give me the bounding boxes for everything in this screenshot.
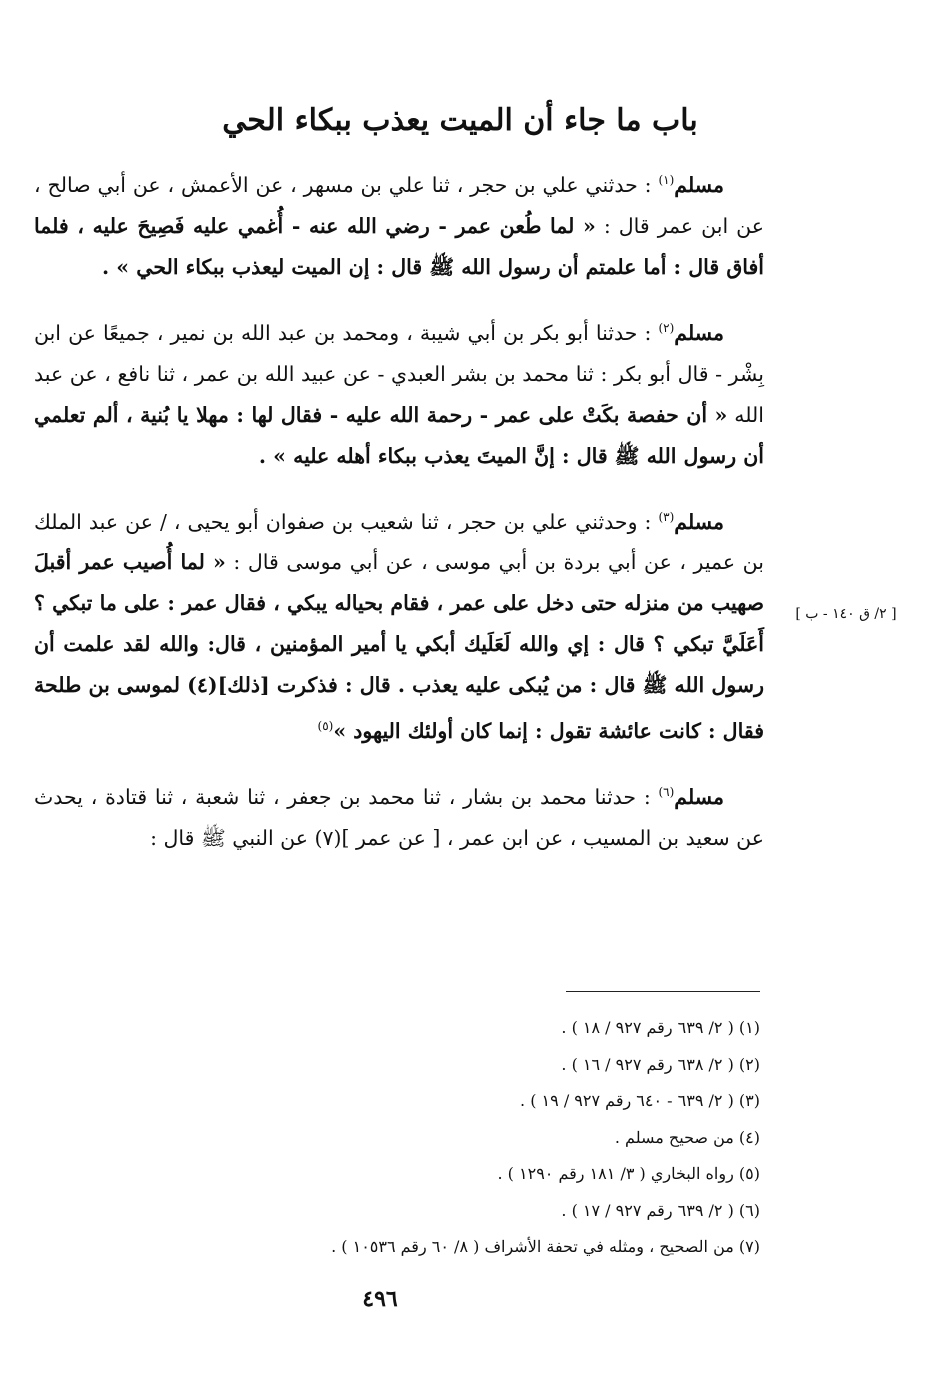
isnad-text: : وحدثني علي بن حجر ، ثنا شعيب بن صفوان أبو يحيى ، / عن عبد الملك بن عمير ، عن أبي بردة بن أبي موسى ، عن أبي موسى قال : xyxy=(34,509,764,575)
source-label: مسلم xyxy=(674,320,724,345)
chapter-title: باب ما جاء أن الميت يعذب ببكاء الحي xyxy=(222,103,698,138)
footnote-ref: (١) xyxy=(658,173,675,187)
matn-quote: « أن حفصة بكَتْ على عمر - رحمة الله عليه - فقال لها : مهلا يا بُنية ، ألم تعلمي أن رسول الله ﷺ قال : إنَّ الميتَ يعذب ببكاء أهله عليه » . xyxy=(34,402,764,468)
isnad-text: : حدثنا أبو بكر بن أبي شيبة ، ومحمد بن عبد الله بن نمير ، جميعًا عن ابن بِشْر - قال أبو بكر : ثنا محمد بن بشر العبدي - عن عبيد الله بن عمر ، ثنا نافع ، عن عبد الله xyxy=(34,320,764,427)
footnote-ref: (٦) xyxy=(658,785,675,800)
page-number: ٤٩٦ xyxy=(362,1286,398,1312)
hadith-paragraph-1 xyxy=(34,160,764,288)
footnote-item: (٤) من صحيح مسلم . xyxy=(614,1127,760,1147)
hadith-paragraph-4 xyxy=(34,772,764,859)
footnote-item: (٦) ( ٢/ ٦٣٩ رقم ٩٢٧ / ١٧ ) . xyxy=(561,1200,760,1220)
matn-quote-tail: (٤) لموسى بن طلحة فقال : كانت عائشة تقول : إنما كان أولئك اليهود » xyxy=(34,673,764,744)
footnote-item: (٧) من الصحيح ، ومثله في تحفة الأشراف ( ٨/ ٦٠ رقم ١٠٥٣٦ ) . xyxy=(331,1237,760,1256)
footnote-item: (١) ( ٢/ ٦٣٩ رقم ٩٢٧ / ١٨ ) . xyxy=(561,1018,760,1037)
source-label: مسلم xyxy=(674,172,724,197)
footnote-divider xyxy=(566,991,760,992)
hadith-paragraph-3 xyxy=(34,497,764,753)
footnote-ref: (٢) xyxy=(658,320,675,335)
matn-quote: « لما أُصيب عمر أقبلَ صهيب من منزله حتى دخل على عمر ، فقام بحياله يبكي ، فقال عمر : على ما تبكي ؟ أَعَلَيَّ تبكي ؟ قال : إي والله لَعَلَيك أبكي يا أمير المؤمنين ، قال: والله لقد علمت أن رسول الله ﷺ قال : من يُبكى عليه يعذب . قال : فذكرت [ذلك] xyxy=(34,550,764,698)
matn-quote: « لما طُعن عمر - رضي الله عنه - أُغمي عليه فَصِيحَ عليه ، فلما أفاق قال : أما علمتم أن رسول الله ﷺ قال : إن الميت ليعذب ببكاء الحي » . xyxy=(34,213,764,279)
source-label: مسلم xyxy=(674,785,724,810)
footnote-ref: (٥) xyxy=(317,719,334,734)
source-label: مسلم xyxy=(674,509,724,534)
isnad-text: : حدثني علي بن حجر ، ثنا علي بن مسهر ، عن الأعمش ، عن أبي صالح ، عن ابن عمر قال : xyxy=(34,172,765,238)
manuscript-folio-note: [ ٢/ ق ١٤٠ - ب ] xyxy=(795,606,897,622)
hadith-paragraph-2 xyxy=(34,308,764,477)
footnotes xyxy=(150,1010,760,1266)
isnad-text: : حدثنا محمد بن بشار ، ثنا محمد بن جعفر ، ثنا شعبة ، ثنا قتادة ، يحدث عن سعيد بن المسيب ، عن ابن عمر ، [ عن عمر ](٧) عن النبي ﷺ قال : xyxy=(34,785,764,851)
footnote-item: (٥) رواه البخاري ( ٣/ ١٨١ رقم ١٢٩٠ ) . xyxy=(497,1164,760,1183)
footnote-item: (٢) ( ٢/ ٦٣٨ رقم ٩٢٧ / ١٦ ) . xyxy=(561,1054,760,1074)
footnote-ref: (٣) xyxy=(658,509,675,524)
hadith-text xyxy=(34,160,764,879)
footnote-item: (٣) ( ٢/ ٦٣٩ - ٦٤٠ رقم ٩٢٧ / ١٩ ) . xyxy=(520,1091,760,1110)
